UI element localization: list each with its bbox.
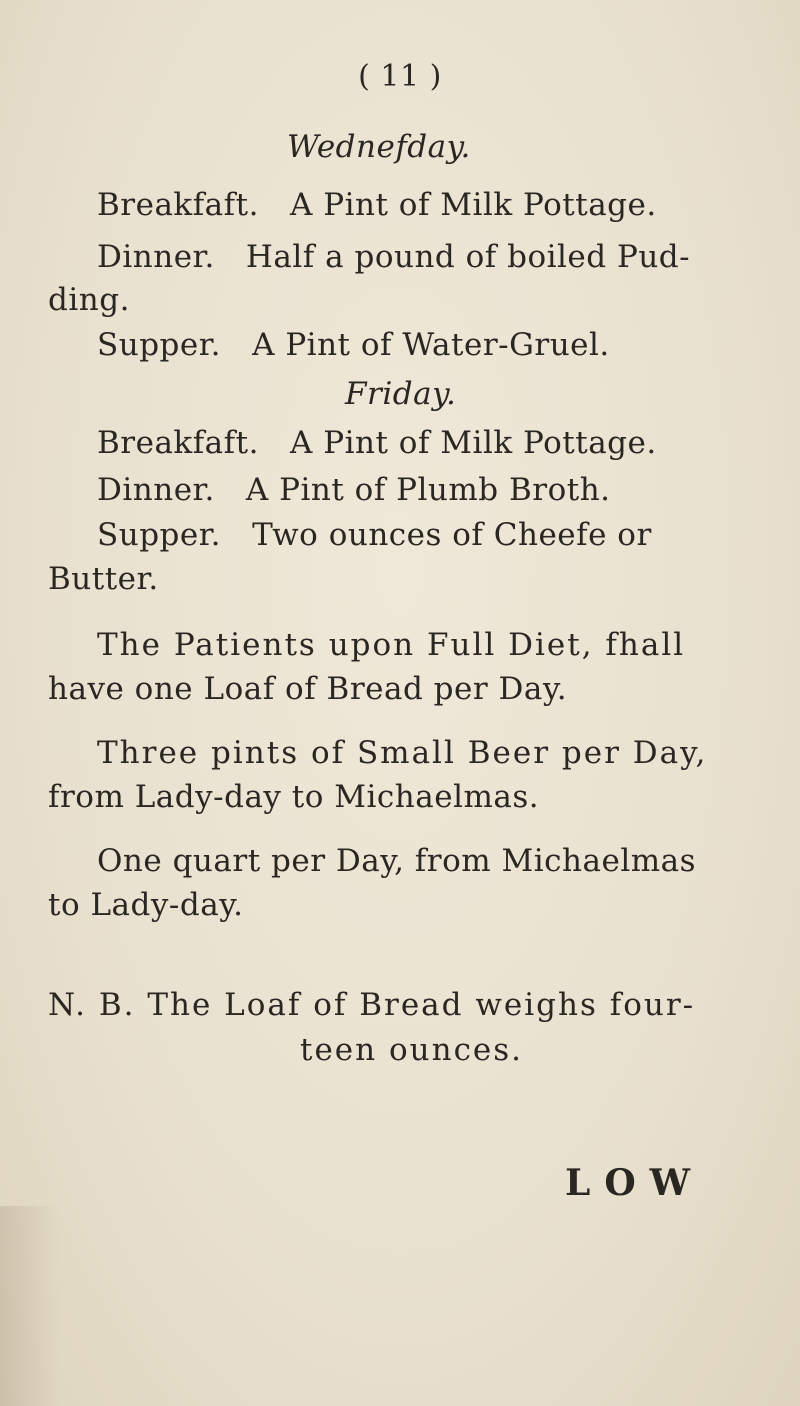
day-heading-wednesday: Wednefday. — [287, 129, 471, 165]
paragraph-line: Three pints of Small Beer per Day, — [97, 735, 708, 771]
meal-text: A Pint of Milk Pottage. — [290, 187, 657, 223]
meal-text: Two ounces of Cheefe or — [252, 517, 652, 553]
meal-label: Dinner. — [97, 472, 215, 508]
meal-line — [97, 239, 691, 275]
note-line: N. B. The Loaf of Bread weighs four- — [48, 987, 696, 1023]
paragraph-line: One quart per Day, from Michaelmas — [97, 843, 697, 879]
meal-text: A Pint of Milk Pottage. — [290, 425, 657, 461]
meal-line — [97, 472, 611, 508]
meal-line — [97, 517, 652, 553]
meal-label: Supper. — [97, 327, 222, 363]
meal-line — [97, 327, 610, 363]
meal-line — [97, 187, 657, 223]
meal-label: Dinner. — [97, 239, 215, 275]
page-number: ( 11 ) — [358, 59, 442, 94]
paragraph-line: The Patients upon Full Diet, fhall — [97, 627, 686, 663]
paragraph-line: from Lady-day to Michaelmas. — [48, 779, 540, 815]
meal-continuation: ding. — [48, 282, 130, 318]
meal-text: A Pint of Water-Gruel. — [252, 327, 610, 363]
paragraph-line: to Lady-day. — [48, 887, 244, 923]
meal-label: Breakfaft. — [97, 187, 259, 223]
catchword: LOW — [565, 1162, 705, 1204]
meal-line — [97, 425, 657, 461]
meal-text: Half a pound of boiled Pud- — [245, 239, 691, 275]
day-heading-friday: Friday. — [345, 376, 457, 412]
page-edge-shadow — [0, 1206, 60, 1406]
paragraph-line: have one Loaf of Bread per Day. — [48, 671, 568, 707]
meal-label: Supper. — [97, 517, 222, 553]
note-line: teen ounces. — [300, 1032, 524, 1068]
meal-continuation: Butter. — [48, 561, 159, 597]
meal-label: Breakfaft. — [97, 425, 259, 461]
meal-text: A Pint of Plumb Broth. — [245, 472, 611, 508]
